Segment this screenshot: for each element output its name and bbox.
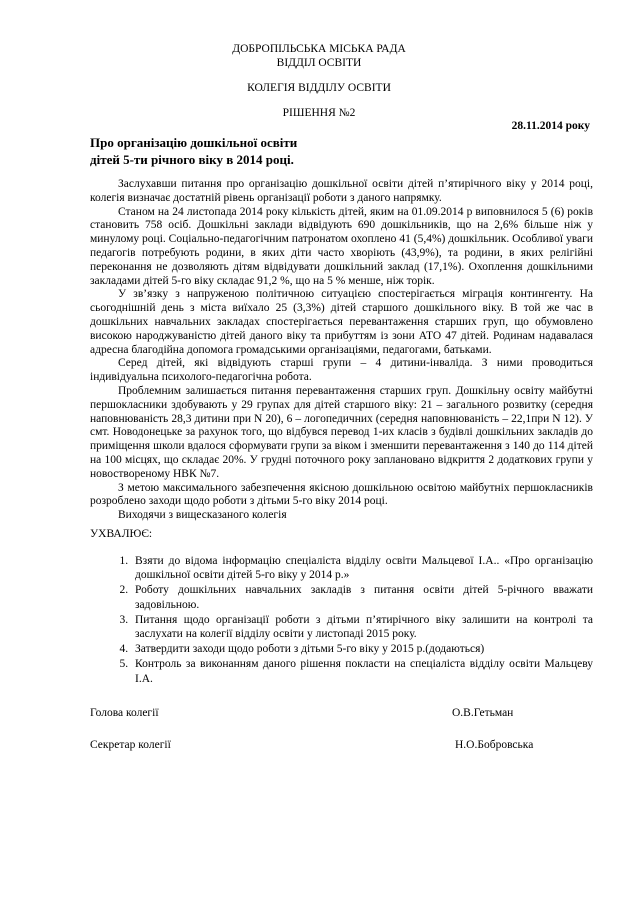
- subject-line-1: Про організацію дошкільної освіти: [90, 135, 298, 150]
- paragraph: Проблемним залишається питання перевантаження старших груп. Дошкільну освіту майбутні першокласники здобувають у 29 групах для дітей старшого віку: 21 – загального розвитку (середня наповнюваність 28,3 дитини при N 20), 6 – логопедичних (середня наповнюваність – 22,1при N 12). У смт. Новодонецьке за рахунок того, що відбувся перевод 1-их класів з будівлі дошкільних закладів до приміщення школи вдалося сформувати групи за віком і зменшити перевантаження з 140 до 114 дітей на 100 місцях, що складає 20%. У грудні поточного року заплановано відкриття 2 додаткових групи у новоствореному НВК №7.: [90, 384, 593, 480]
- paragraph: Серед дітей, які відвідують старші групи – 4 дитини-інваліда. З ними проводиться індивідуальна психолого-педагогічна робота.: [90, 357, 593, 384]
- subject: [90, 134, 297, 168]
- secretary-name: Н.О.Бобровська: [455, 739, 534, 751]
- board-name: КОЛЕГІЯ ВІДДІЛУ ОСВІТИ: [247, 82, 391, 94]
- paragraph: Станом на 24 листопада 2014 року кількість дітей, яким на 01.09.2014 р виповнилося 5 (6) років становить 758 осіб. Дошкільні заклади відвідують 690 дошкільників, що на 2,6% більше ніж у минулому році. Соціально-педагогічним патронатом охоплено 41 (5,4%) дошкільник. Особливої уваги педагогів потребують родини, в яких діти часто хворіють (43,9%), та родини, в яких релігійні переконання не дозволяють дітям відвідувати дошкільний заклад (17,1%). Охоплення дошкільними закладами дітей 5-го віку складає 91,2 %, що на 5 % менше, ніж торік.: [90, 205, 593, 287]
- council-name: ДОБРОПІЛЬСЬКА МІСЬКА РАДА: [232, 43, 406, 55]
- paragraph: З метою максимального забезпечення якісною дошкільною освітою майбутніх першокласників розроблено заходи щодо роботи з дітьми 5-го віку 2014 році.: [90, 481, 593, 508]
- decision-date: 28.11.2014 року: [511, 120, 590, 132]
- list-item: 5. Контроль за виконанням даного рішення покласти на спеціаліста відділу освіти Мальцеву І.А.: [131, 657, 593, 685]
- decision-body: [90, 178, 593, 523]
- list-item: 3. Питання щодо організації роботи з дітьми п’ятирічного віку залишити на контролі та заслухати на колегії відділу освіти у листопаді 2015 року.: [131, 613, 593, 641]
- decision-title: РІШЕННЯ №2: [282, 107, 356, 119]
- secretary-title: Секретар колегії: [90, 739, 171, 751]
- subject-line-2: дітей 5-ти річного віку в 2014 році.: [90, 152, 294, 167]
- department-name: ВІДДІЛ ОСВІТИ: [276, 57, 362, 69]
- paragraph: Заслухавши питання про організацію дошкільної освіти дітей п’ятирічного віку у 2014 році, колегія визначає достатній рівень організації роботи з даного напрямку.: [90, 178, 593, 204]
- head-title: Голова колегії: [90, 707, 159, 719]
- paragraph: Виходячи з вищесказаного колегія: [118, 509, 287, 522]
- list-item: 1. Взяти до відома інформацію спеціаліста відділу освіти Мальцевої І.А.. «Про організацію дошкільної освіти дітей 5-го віку у 2014 р.»: [131, 554, 593, 582]
- resolution-list: [90, 554, 593, 687]
- list-item: 2. Роботу дошкільних навчальних закладів з питання освіти дітей 5-річного вважати задовільною.: [131, 583, 593, 611]
- head-name: О.В.Гетьман: [452, 707, 514, 719]
- paragraph: У зв’язку з напруженою політичною ситуацією спостерігається міграція контингенту. На сьогоднішній день з міста виїхало 25 (3,3%) дітей старшого дошкільного віку. В той же час в дошкільних навчальних закладах спостерігається перевантаження старших груп, що обумовлено високою народжуваністю дітей даного віку та прибуттям із зони АТО 47 дітей. Родинам надавалася адресна благодійна допомога громадськими організаціями, педагогами, батьками.: [90, 288, 593, 356]
- list-item: 4. Затвердити заходи щодо роботи з дітьми 5-го віку у 2015 р.(додаються): [131, 642, 593, 656]
- approve-heading: УХВАЛЮЄ:: [90, 528, 153, 540]
